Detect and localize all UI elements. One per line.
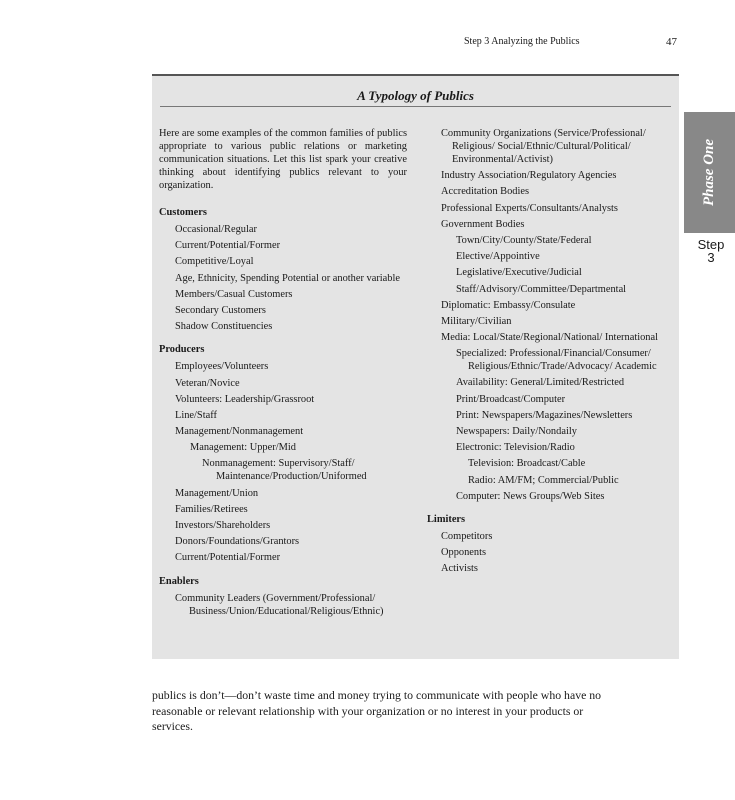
- list-subitem: Print: Newspapers/Magazines/Newsletters: [456, 409, 633, 421]
- list-subitem: Radio: AM/FM; Commercial/Public: [468, 474, 619, 486]
- list-subitem: Electronic: Television/Radio: [456, 442, 575, 454]
- list-item: Competitive/Loyal: [175, 256, 254, 268]
- list-item: Management/Union: [175, 487, 259, 499]
- list-item: Age, Ethnicity, Spending Potential or another variable: [175, 272, 400, 284]
- list-subitem: Availability: General/Limited/Restricted: [456, 377, 625, 389]
- list-subitem: Staff/Advisory/Committee/Departmental: [456, 283, 627, 295]
- list-subitem: Elective/Appointive: [456, 251, 540, 263]
- list-item: Volunteers: Leadership/Grassroot: [175, 393, 315, 405]
- list-subitem: Management: Upper/Mid: [190, 442, 296, 454]
- list-item: Veteran/Novice: [175, 377, 240, 389]
- list-item: Current/Potential/Former: [175, 240, 281, 252]
- section-heading-customers: Customers: [159, 207, 207, 218]
- phase-tab: [684, 112, 735, 233]
- typology-box: [152, 74, 679, 659]
- list-item: Accreditation Bodies: [441, 186, 530, 198]
- body-paragraph: publics is don’t—don’t waste time and money trying to communicate with people who have no reasonable or relevant relationship with your organization or no interest in your products or services.: [152, 688, 602, 733]
- list-item: Donors/Foundations/Grantors: [175, 536, 300, 548]
- list-item: Management/Nonmanagement: [175, 426, 304, 438]
- list-subitem: Town/City/County/State/Federal: [456, 234, 592, 246]
- list-item: Industry Association/Regulatory Agencies: [441, 170, 617, 182]
- list-subitem: Specialized: Professional/Financial/Consumer/ Religious/Ethnic/Trade/Advocacy/ Academic: [456, 348, 657, 373]
- list-item: Families/Retirees: [175, 503, 248, 515]
- list-item: Secondary Customers: [175, 304, 266, 316]
- list-item: Line/Staff: [175, 409, 217, 421]
- list-subitem: Nonmanagement: Supervisory/Staff/ Maintenance/Production/Uniformed: [202, 458, 367, 483]
- box-title: A Typology of Publics: [160, 88, 671, 107]
- running-head: Step 3 Analyzing the Publics: [464, 36, 580, 47]
- step-number: 3: [707, 250, 715, 265]
- list-item: Activists: [441, 563, 478, 575]
- step-label: Step: [697, 237, 725, 252]
- list-subitem: Newspapers: Daily/Nondaily: [456, 426, 577, 437]
- list-item: Members/Casual Customers: [175, 288, 293, 300]
- intro-paragraph: Here are some examples of the common families of publics appropriate to various public relations or marketing communication situations. Let this list spark your creative thinking about identifying publics relevant to your organization.: [159, 128, 407, 191]
- list-subitem: Television: Broadcast/Cable: [468, 458, 586, 470]
- list-item: Shadow Constituencies: [175, 321, 273, 333]
- list-item: Professional Experts/Consultants/Analysts: [441, 202, 618, 214]
- list-item: Media: Local/State/Regional/National/ International: [441, 332, 658, 344]
- running-header: [0, 36, 735, 50]
- list-item: Community Organizations (Service/Professional/ Religious/ Social/Ethnic/Cultural/Political/ Environmental/Activist): [441, 128, 646, 165]
- section-heading-enablers: Enablers: [159, 575, 199, 587]
- phase-label: Phase One: [701, 138, 717, 207]
- list-subitem: Print/Broadcast/Computer: [456, 393, 566, 405]
- left-column: [159, 127, 407, 621]
- list-item: Military/Civilian: [441, 315, 512, 327]
- section-heading-producers: Producers: [159, 344, 205, 356]
- page-number: 47: [666, 36, 677, 48]
- step-marker: [693, 238, 729, 264]
- right-column: [427, 127, 672, 579]
- list-subitem: Legislative/Executive/Judicial: [456, 267, 582, 279]
- section-heading-limiters: Limiters: [427, 513, 466, 525]
- list-item: Investors/Shareholders: [175, 520, 271, 531]
- list-item: Community Leaders (Government/Professional/ Business/Union/Educational/Religious/Ethnic): [175, 592, 384, 617]
- list-item: Employees/Volunteers: [175, 361, 269, 373]
- list-item: Diplomatic: Embassy/Consulate: [441, 299, 576, 311]
- list-item: Current/Potential/Former: [175, 552, 281, 564]
- list-item: Opponents: [441, 547, 487, 559]
- list-item: Government Bodies: [441, 218, 525, 230]
- list-subitem: Computer: News Groups/Web Sites: [456, 490, 605, 502]
- list-item: Competitors: [441, 530, 493, 542]
- list-item: Occasional/Regular: [175, 224, 257, 235]
